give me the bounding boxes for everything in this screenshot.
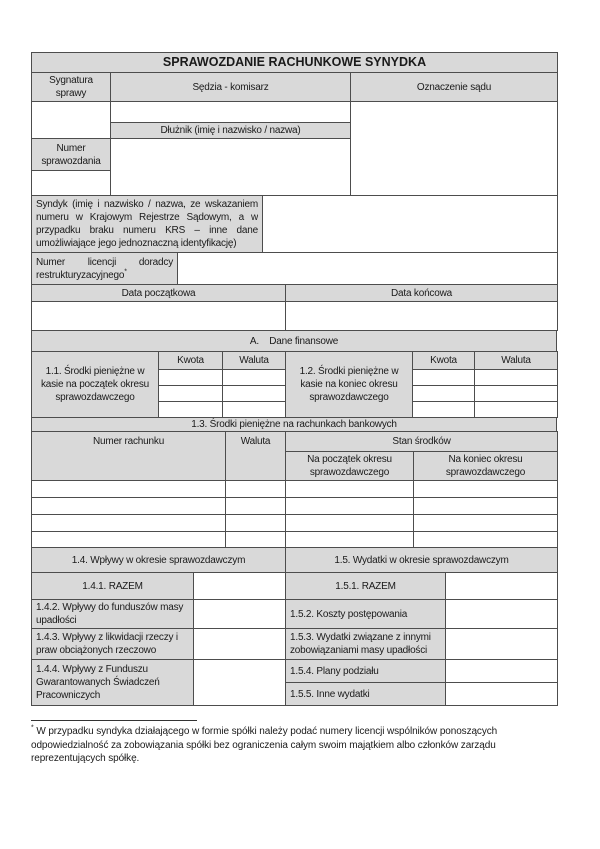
cash-closing-amount-cell[interactable] [413,402,475,418]
expenses-proceedings-costs-value-cell[interactable] [446,600,558,629]
balance-column-header: Stan środków [286,432,558,452]
case-number-field[interactable] [32,102,111,139]
period-start-field[interactable] [32,302,286,331]
footnote-separator [31,720,197,721]
inflows-guaranteed-benefits-fund-label: 1.4.4. Wpływy z Funduszu Gwarantowanych Świadczeń Pracowniczych [32,660,194,706]
account-number-cell[interactable] [32,481,226,498]
debtor-field[interactable] [111,139,351,196]
closing-balance-column-header: Na koniec okresu sprawozdawczego [414,452,558,481]
footnote [31,720,557,766]
period-start-label: Data początkowa [32,285,286,302]
amount-column-header: Kwota [413,352,475,370]
report-number-field[interactable] [32,171,111,196]
court-designation-label: Oznaczenie sądu [351,73,558,102]
account-currency-cell[interactable] [226,532,286,548]
judge-commissioner-field[interactable] [111,102,351,123]
opening-balance-cell[interactable] [286,532,414,548]
closing-balance-cell[interactable] [414,532,558,548]
inflows-funds-value-cell[interactable] [194,600,286,629]
bank-section-title: 1.3. Środki pieniężne na rachunkach bankowych [32,418,557,432]
currency-column-header: Waluta [226,432,286,481]
period-end-label: Data końcowa [286,285,558,302]
section-a-title: A. Dane finansowe [32,331,557,352]
court-designation-field[interactable] [351,102,558,196]
license-number-label: Numer licencji doradcy restrukturyzacyjnego* [32,253,178,285]
cash-opening-amount-cell[interactable] [159,370,223,386]
inflows-liquidation-label: 1.4.3. Wpływy z likwidacji rzeczy i praw obciążonych rzeczowo [32,629,194,660]
footnote-text: * W przypadku syndyka działającego w formie spółki należy podać numery licencji wspólników ponoszących odpowiedzialność za zobowiązania spółki bez ograniczenia całym swoim majątkiem albo członków zarządu reprezentujących spółkę. [31,724,498,764]
cash-closing-currency-cell[interactable] [475,386,558,402]
currency-column-header: Waluta [475,352,558,370]
cash-opening-label: 1.1. Środki pieniężne w kasie na początek okresu sprawozdawczego [32,352,159,418]
cash-opening-amount-cell[interactable] [159,386,223,402]
cash-opening-currency-cell[interactable] [223,402,286,418]
expenses-section-title: 1.5. Wydatki w okresie sprawozdawczym [286,548,558,573]
inflows-section-title: 1.4. Wpływy w okresie sprawozdawczym [32,548,286,573]
cash-opening-amount-cell[interactable] [159,402,223,418]
expenses-total-label: 1.5.1. RAZEM [286,573,446,600]
license-number-field[interactable] [178,253,558,285]
account-number-column-header: Numer rachunku [32,432,226,481]
cash-opening-currency-cell[interactable] [223,386,286,402]
cash-closing-amount-cell[interactable] [413,386,475,402]
period-end-field[interactable] [286,302,558,331]
expenses-other-obligations-value-cell[interactable] [446,629,558,660]
inflows-expenses-table [31,547,558,706]
form-title: SPRAWOZDANIE RACHUNKOWE SYNYDKA [32,53,558,73]
expenses-other-value-cell[interactable] [446,683,558,706]
opening-balance-cell[interactable] [286,515,414,532]
closing-balance-cell[interactable] [414,498,558,515]
account-number-cell[interactable] [32,532,226,548]
header-table [31,52,558,196]
report-form [31,53,557,706]
judge-commissioner-label: Sędzia - komisarz [111,73,351,102]
cash-closing-amount-cell[interactable] [413,370,475,386]
trustee-identity-field[interactable] [263,196,558,253]
cash-closing-currency-cell[interactable] [475,370,558,386]
trustee-table [31,195,558,285]
period-table [31,284,558,331]
cash-opening-currency-cell[interactable] [223,370,286,386]
opening-balance-cell[interactable] [286,481,414,498]
expenses-proceedings-costs-label: 1.5.2. Koszty postępowania [286,600,446,629]
section-a-header-table [31,330,557,352]
account-currency-cell[interactable] [226,498,286,515]
footnote-marker: * [31,724,34,732]
bank-section-header-table [31,417,557,432]
inflows-total-value-cell[interactable] [194,573,286,600]
opening-balance-cell[interactable] [286,498,414,515]
cash-closing-label: 1.2. Środki pieniężne w kasie na koniec okresu sprawozdawczego [286,352,413,418]
footnote-marker-ref: * [124,268,127,276]
inflows-liquidation-value-cell[interactable] [194,629,286,660]
account-number-cell[interactable] [32,498,226,515]
amount-column-header: Kwota [159,352,223,370]
currency-column-header: Waluta [223,352,286,370]
cash-closing-currency-cell[interactable] [475,402,558,418]
trustee-identity-label: Syndyk (imię i nazwisko / nazwa, ze wskazaniem numeru w Krajowym Rejestrze Sądowym, a w przypadku braku numeru KRS – inne dane umożliwiające jego jednoznaczną identyfikację) [32,196,263,253]
bank-accounts-table [31,431,558,548]
inflows-total-label: 1.4.1. RAZEM [32,573,194,600]
expenses-total-value-cell[interactable] [446,573,558,600]
closing-balance-cell[interactable] [414,481,558,498]
account-number-cell[interactable] [32,515,226,532]
account-currency-cell[interactable] [226,481,286,498]
expenses-distribution-plans-value-cell[interactable] [446,660,558,683]
debtor-label: Dłużnik (imię i nazwisko / nazwa) [111,123,351,139]
opening-balance-column-header: Na początek okresu sprawozdawczego [286,452,414,481]
expenses-other-label: 1.5.5. Inne wydatki [286,683,446,706]
report-number-label: Numer sprawozdania [32,139,111,171]
expenses-distribution-plans-label: 1.5.4. Plany podziału [286,660,446,683]
closing-balance-cell[interactable] [414,515,558,532]
account-currency-cell[interactable] [226,515,286,532]
cash-table [31,351,558,418]
expenses-other-obligations-label: 1.5.3. Wydatki związane z innymi zobowiązaniami masy upadłości [286,629,446,660]
case-number-label: Sygnatura sprawy [32,73,111,102]
inflows-funds-label: 1.4.2. Wpływy do funduszów masy upadłości [32,600,194,629]
inflows-guaranteed-benefits-fund-value-cell[interactable] [194,660,286,706]
